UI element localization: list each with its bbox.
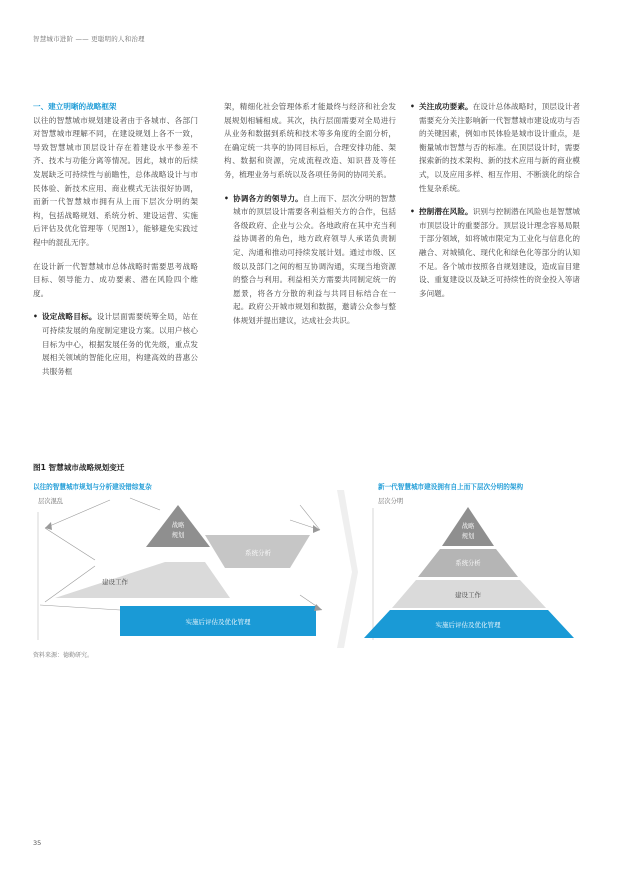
figure-right-note: 层次分明 [378, 498, 404, 505]
bullet-lead: 设定战略目标。 [42, 312, 97, 322]
bullet-text: 识别与控制潜在风险也是智慧城市顶层设计的重要部分。顶层设计理念容易局限于部分领域，如将城市限定为工业化与信息化的融合、对城镇化、现代化和绿色化等部分的认知不足。各个城市按照各自规划建设，造成盲目建设、重复建设以及缺乏可持续性的资金投入等诸多问题。 [419, 207, 581, 298]
figure-right-subtitle: 新一代智慧城市建设拥有自上而下层次分明的架构 [378, 483, 524, 491]
source-note: 资料来源：德勤研究。 [33, 652, 94, 659]
connector-line [130, 498, 160, 510]
connector-line [45, 500, 110, 528]
pyramid-strategy-line2: 规划 [461, 533, 475, 540]
transition-arrow [337, 490, 358, 648]
left-messy-diagram [38, 498, 322, 640]
pyramid-system-label: 系统分析 [455, 560, 481, 567]
bullet-text: 设计层面需要统筹全局，站在可持续发展的角度制定建设方案。以用户核心目标为中心，根据发展任务的优先级，重点发展相关领域的智能化应用，构建高效的普惠公共服务框 [42, 312, 199, 376]
connector-line [40, 605, 120, 610]
bullet-dot: • [224, 193, 229, 203]
bullet-dot: • [410, 207, 415, 217]
pyramid-strategy-line1: 战略 [461, 523, 475, 530]
section-title: 一、建立明晰的战略框架 [33, 102, 117, 111]
bullet-lead: 关注成功要素。 [419, 102, 473, 111]
strategy-label-line2: 规划 [171, 532, 185, 539]
connector-line [300, 505, 320, 530]
figure-title: 图1 智慧城市战略规划变迁 [33, 463, 125, 472]
running-header: 智慧城市进阶 —— 更聪明的人和治理 [33, 35, 145, 43]
figure-left-subtitle: 以往的智慧城市规划与分析建设错综复杂 [33, 483, 152, 491]
pyramid-build-label: 建设工作 [455, 591, 481, 599]
connector-line [45, 528, 95, 560]
paragraph: 架，精细化社会管理体系才能最终与经济和社会发展规划相辅相成。其次，执行层面需要对全局进行从业务和数据到系统和技术等多角度的全面分析，在确定统一共享的协同目标后，合理安排功能、架构、数据和资源，完成流程改造、知识普及等任务，梳理业务与系统以及各项任务间的协同关系。 [224, 102, 396, 179]
bullet-dot: • [410, 102, 415, 111]
build-label: 建设工作 [102, 578, 128, 586]
bullet-lead: 协调各方的领导力。 [233, 193, 303, 203]
figure-left-note: 层次混乱 [38, 498, 64, 505]
bullet-text: 在设计总体战略时，顶层设计者需要充分关注影响新一代智慧城市建设成功与否的关键因素，例如市民体验是城市设计重点，是衡量城市智慧与否的标准。在顶层设计时，需要探索新的技术架构、新的技术应用与新的商业模式，以及应用多样、相互作用、不断演化的综合性复杂系统。 [419, 102, 581, 193]
strategy-label-line1: 战略 [171, 522, 185, 529]
page-number: 35 [33, 839, 42, 847]
paragraph: 以往的智慧城市规划建设者由于各城市、各部门对智慧城市理解不同，在建设规划上各不一致，导致智慧城市顶层设计存在着建设水平参差不齐、技术与功能分离等情况。因此，城市的后续发展缺乏可持续性与前瞻性，总体战略设计与市民体验、新技术应用、商业模式无法很好协调，而新一代智慧城市拥有从上而下层次分明的架构，包括战略规划、系统分析、建设运营、实施后评估及优化管理等（见图1），能够避免实践过程中的混乱无序。 [33, 115, 198, 247]
bullet-text: 自上而下、层次分明的智慧城市的顶层设计需要各利益相关方的合作，包括各级政府、企业与公众。各地政府在其中充当利益协调者的角色，地方政府领导人承诺负责制定、沟通和推动可持续发展计划。通过市级、区级以及部门之间的相互协调沟通，实现当地资源的整合与利用。利益相关方需要共同制定统一的愿景，将各方分散的利益与共同目标结合在一起。政府公开城市规划和数据，邀请公众参与整体规划并提出建议，达成社会共识。 [233, 193, 397, 325]
paragraph: 在设计新一代智慧城市总体战略时需要思考战略目标、领导能力、成功要素、潜在风险四个维度。 [33, 261, 198, 298]
system-label: 系统分析 [245, 549, 271, 557]
pyramid-evaluate-label: 实施后评估及优化管理 [435, 621, 501, 629]
bullet-dot: • [33, 312, 38, 322]
bullet-lead: 控制潜在风险。 [419, 207, 473, 217]
build-shape [55, 562, 230, 598]
evaluate-label: 实施后评估及优化管理 [185, 618, 251, 626]
right-pyramid [364, 507, 574, 638]
